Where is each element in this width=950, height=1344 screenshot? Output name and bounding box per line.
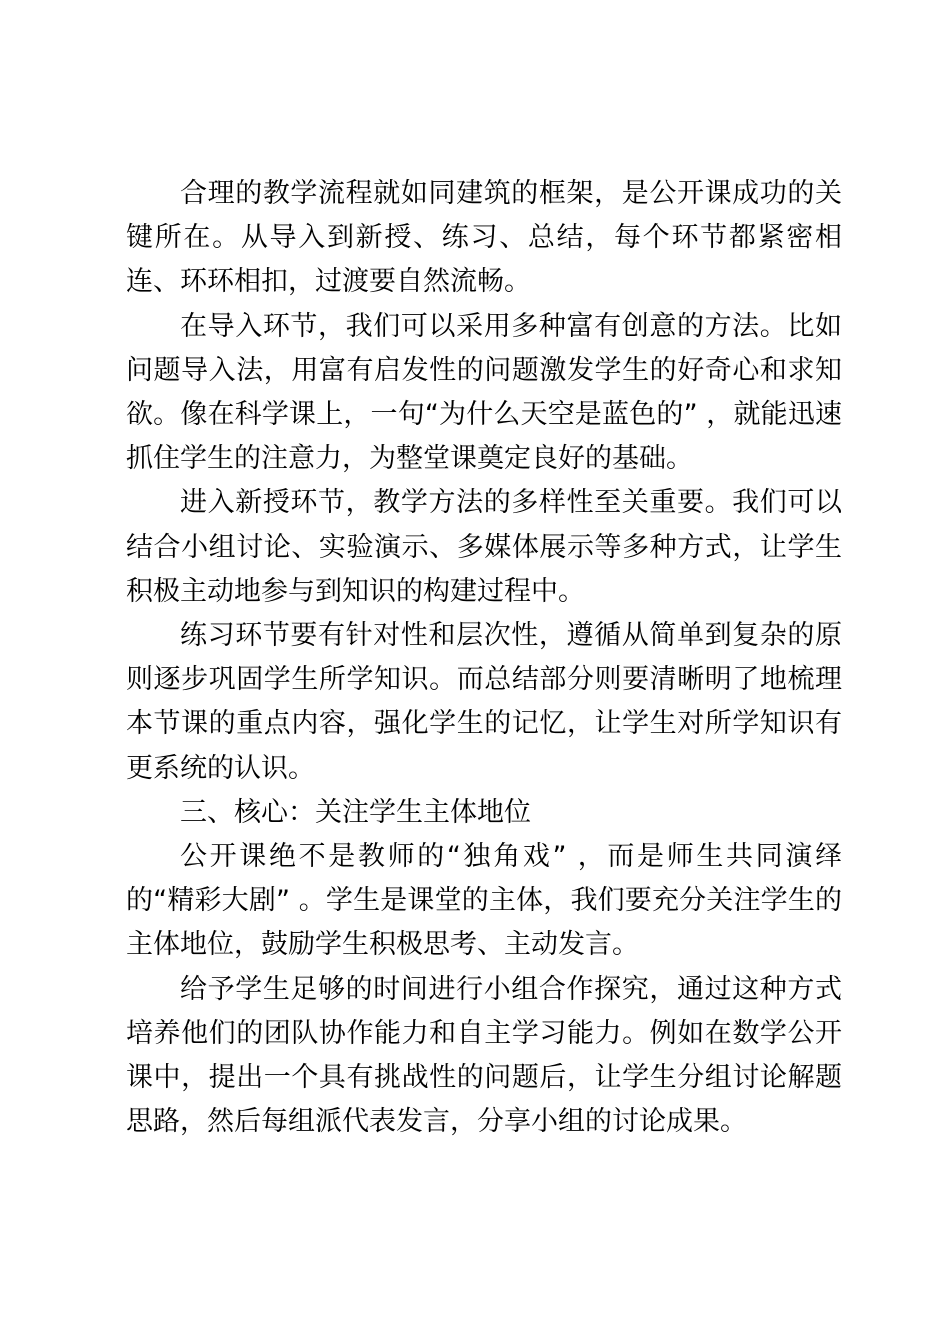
paragraph-practice-summary: 练习环节要有针对性和层次性，遵循从简单到复杂的原则逐步巩固学生所学知识。而总结部分则要清晰明了地梳理本节课的重点内容，强化学生的记忆，让学生对所学知识有更系统的认识。 [126, 620, 842, 784]
paragraph-introduction: 在导入环节，我们可以采用多种富有创意的方法。比如问题导入法，用富有启发性的问题激发学生的好奇心和求知欲。像在科学课上，一句“为什么天空是蓝色的” ，就能迅速抓住学生的注意力，为整堂课奠定良好的基础。 [126, 310, 842, 475]
paragraph-group-work: 给予学生足够的时间进行小组合作探究，通过这种方式培养他们的团队协作能力和自主学习能力。例如在数学公开课中，提出一个具有挑战性的问题后，让学生分组讨论解题思路，然后每组派代表发言，分享小组的讨论成果。 [126, 973, 842, 1138]
paragraph-student-centered: 公开课绝不是教师的“独角戏” ，而是师生共同演绎的“精彩大剧” 。学生是课堂的主体，我们要充分关注学生的主体地位，鼓励学生积极思考、主动发言。 [126, 841, 842, 961]
paragraph-teaching-flow: 合理的教学流程就如同建筑的框架，是公开课成功的关键所在。从导入到新授、练习、总结，每个环节都紧密相连、环环相扣，过渡要自然流畅。 [126, 178, 842, 298]
section-heading: 三、核心：关注学生主体地位 [180, 796, 531, 828]
paragraph-new-lesson: 进入新授环节，教学方法的多样性至关重要。我们可以结合小组讨论、实验演示、多媒体展示等多种方式，让学生积极主动地参与到知识的构建过程中。 [126, 487, 842, 607]
document-body [126, 172, 842, 1144]
